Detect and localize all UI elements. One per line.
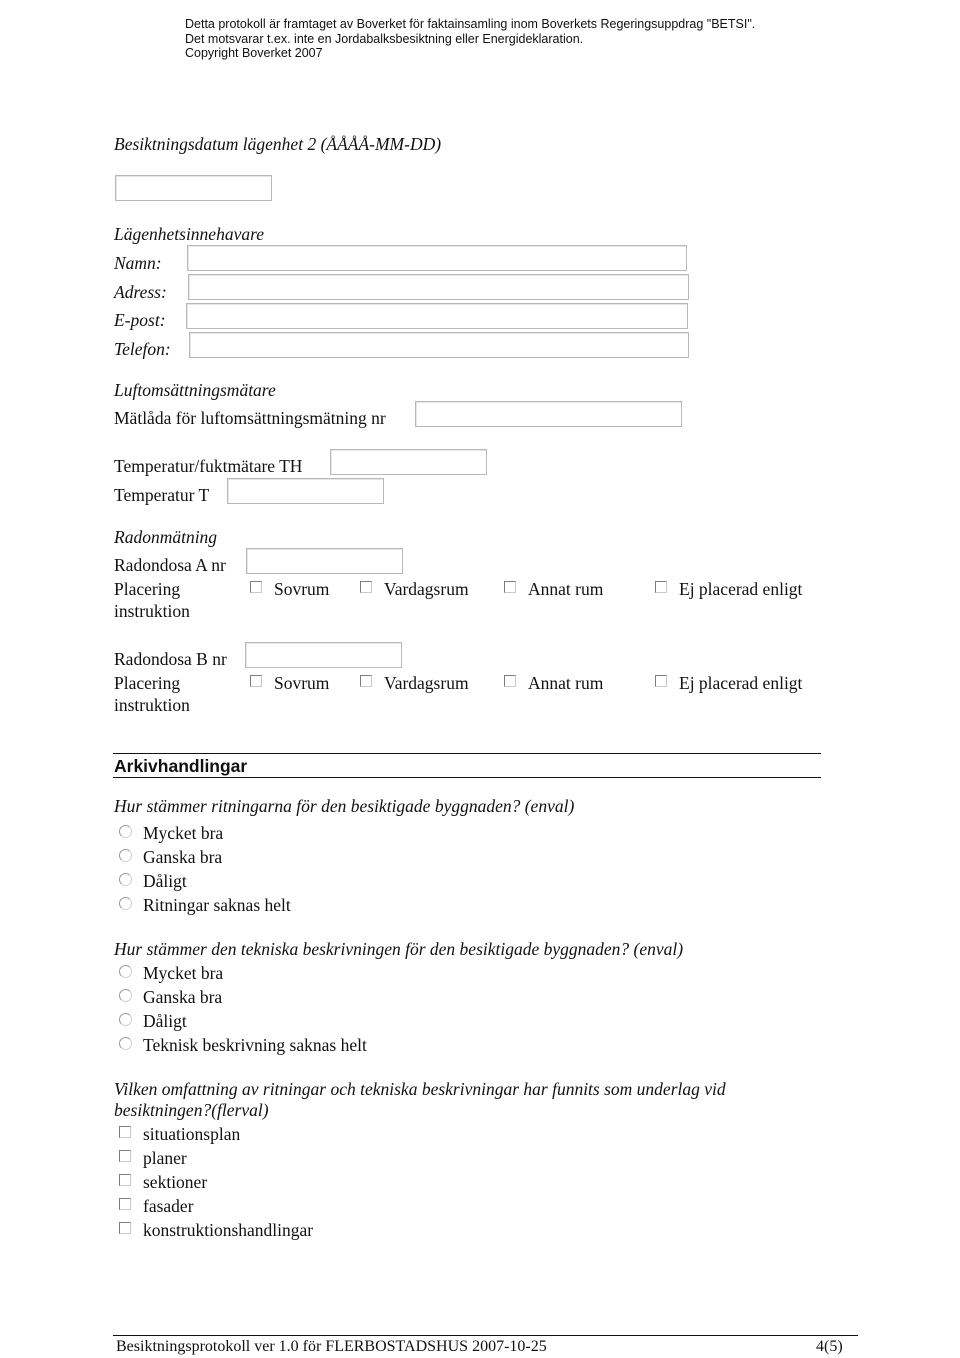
q2-radio[interactable] [119,965,132,978]
inspection-date-label: Besiktningsdatum lägenhet 2 (ÅÅÅÅ-MM-DD) [114,134,442,154]
q3-checkbox[interactable] [119,1150,131,1162]
q3-checkbox[interactable] [119,1198,131,1210]
temp-humidity-label: Temperatur/fuktmätare TH [114,456,303,476]
radon-a-label: Radondosa A nr [114,555,226,575]
radon-b-option-label: Ej placerad enligt [679,673,803,693]
air-heading: Luftomsättningsmätare [114,380,276,400]
radon-b-field[interactable] [245,642,402,668]
section-divider-bottom [113,777,821,778]
q3-option-label: situationsplan [143,1124,241,1144]
question-drawings: Hur stämmer ritningarna för den besiktigade byggnaden? (enval) [114,796,575,816]
document-header [185,17,755,61]
q3-checkbox[interactable] [119,1126,131,1138]
radon-a-field[interactable] [246,548,403,574]
question-scope-line-2: besiktningen?(flerval) [114,1100,269,1120]
email-label: E-post: [114,310,166,330]
q2-option-label: Dåligt [143,1011,187,1031]
air-box-label: Mätlåda för luftomsättningsmätning nr [114,408,386,428]
radon-b-label: Radondosa B nr [114,649,227,669]
section-divider-top [113,753,821,754]
q3-option-label: sektioner [143,1172,208,1192]
radon-a-option-label: Vardagsrum [384,579,469,599]
question-scope-line-1: Vilken omfattning av ritningar och tekniska beskrivningar har funnits som underlag vid [114,1079,726,1099]
radon-a-ej-placerad-checkbox[interactable] [655,581,667,593]
q3-option-label: planer [143,1148,187,1168]
q1-radio[interactable] [119,897,132,910]
radon-b-placement-label: Placering [114,673,181,693]
radon-b-vardagsrum-checkbox[interactable] [360,675,372,687]
q1-radio[interactable] [119,873,132,886]
temp-label: Temperatur T [114,485,210,505]
radon-b-annat-rum-checkbox[interactable] [504,675,516,687]
radon-heading: Radonmätning [114,527,218,547]
name-label: Namn: [114,253,162,273]
q2-option-label: Teknisk beskrivning saknas helt [143,1035,367,1055]
q3-option-label: fasader [143,1196,194,1216]
temp-humidity-field[interactable] [330,449,487,475]
radon-a-sovrum-checkbox[interactable] [250,581,262,593]
temp-field[interactable] [227,478,384,504]
header-line-2: Det motsvarar t.ex. inte en Jordabalksbesiktning eller Energideklaration. [185,31,584,46]
radon-a-vardagsrum-checkbox[interactable] [360,581,372,593]
header-line-1: Detta protokoll är framtaget av Boverket för faktainsamling inom Boverkets Regeringsuppdrag "BETSI". [185,17,756,31]
q3-checkbox[interactable] [119,1174,131,1186]
name-field[interactable] [187,245,687,271]
q3-option-label: konstruktionshandlingar [143,1220,314,1240]
radon-a-option-label: Annat rum [528,579,604,599]
header-line-3: Copyright Boverket 2007 [185,46,323,60]
q1-option-label: Ritningar saknas helt [143,895,291,915]
q2-radio[interactable] [119,989,132,1002]
q2-option-label: Ganska bra [143,987,223,1007]
q1-option-label: Ganska bra [143,847,223,867]
address-label: Adress: [114,282,167,302]
q2-radio[interactable] [119,1037,132,1050]
q1-radio[interactable] [119,825,132,838]
inspection-date-field[interactable] [115,175,272,201]
owner-heading: Lägenhetsinnehavare [114,224,265,244]
radon-a-annat-rum-checkbox[interactable] [504,581,516,593]
phone-field[interactable] [189,332,689,358]
radon-a-option-label: Ej placerad enligt [679,579,803,599]
radon-b-ej-placerad-checkbox[interactable] [655,675,667,687]
q3-checkbox[interactable] [119,1222,131,1234]
phone-label: Telefon: [114,339,171,359]
radon-b-option-label: Vardagsrum [384,673,469,693]
q1-option-label: Dåligt [143,871,187,891]
radon-b-option-label: Annat rum [528,673,604,693]
footer-text: Besiktningsprotokoll ver 1.0 för FLERBOSTADSHUS 2007-10-25 [116,1338,547,1355]
footer-divider [113,1335,858,1336]
archive-heading: Arkivhandlingar [114,756,248,776]
radon-a-placement-label: Placering [114,579,181,599]
radon-b-option-label: Sovrum [274,673,330,693]
q1-option-label: Mycket bra [143,823,224,843]
q1-radio[interactable] [119,849,132,862]
radon-a-option-label: Sovrum [274,579,330,599]
radon-b-sovrum-checkbox[interactable] [250,675,262,687]
air-box-field[interactable] [415,401,682,427]
email-field[interactable] [186,303,688,329]
question-technical-description: Hur stämmer den tekniska beskrivningen för den besiktigade byggnaden? (enval) [114,939,684,959]
q2-option-label: Mycket bra [143,963,224,983]
address-field[interactable] [188,274,689,300]
footer-page-number: 4(5) [816,1338,843,1355]
radon-a-placement-label-2: instruktion [114,601,190,621]
q2-radio[interactable] [119,1013,132,1026]
radon-b-placement-label-2: instruktion [114,695,190,715]
